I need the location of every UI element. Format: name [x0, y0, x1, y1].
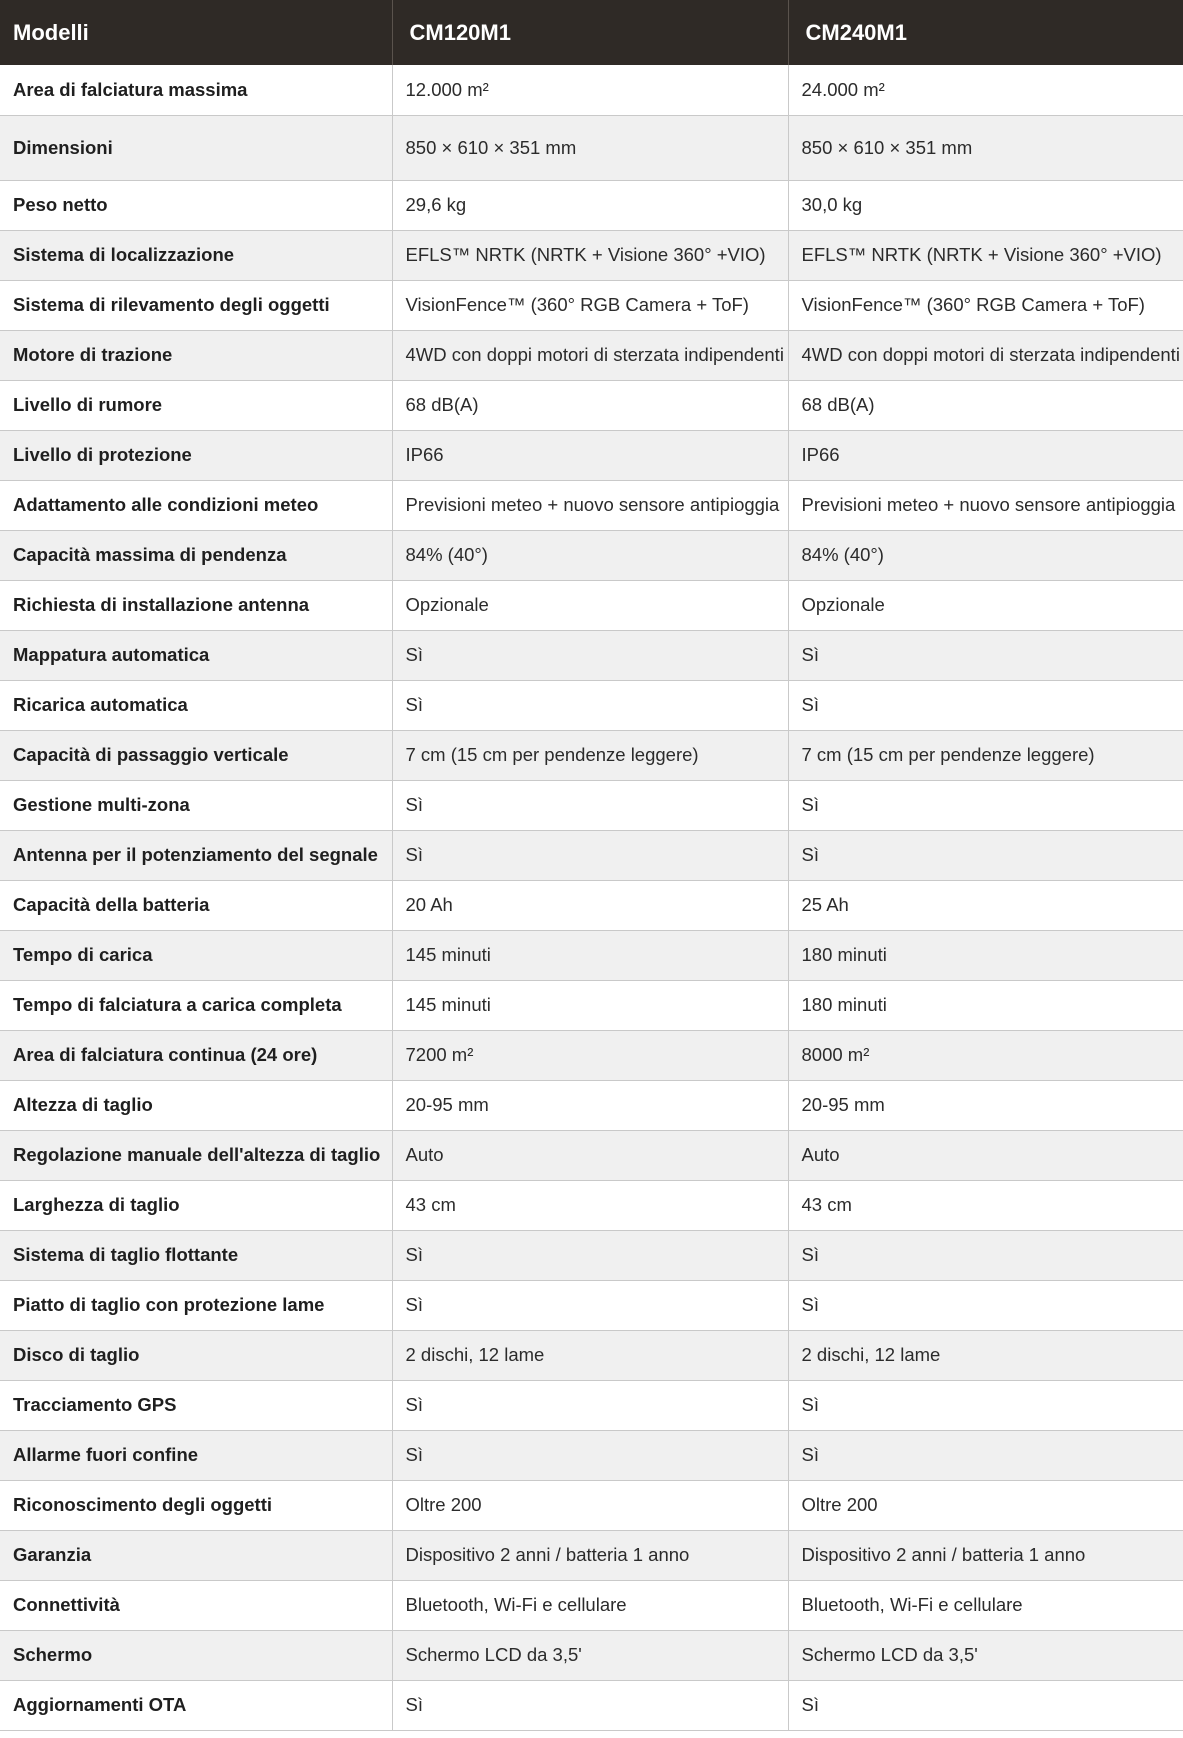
- spec-value-model-1: Opzionale: [392, 580, 788, 630]
- table-row: [0, 1530, 1183, 1580]
- spec-label: Ricarica automatica: [0, 680, 392, 730]
- spec-value-model-1: Sì: [392, 630, 788, 680]
- header-model-1: CM120M1: [392, 0, 788, 65]
- spec-value-model-1: Sì: [392, 1280, 788, 1330]
- table-row: [0, 1430, 1183, 1480]
- spec-label: Sistema di localizzazione: [0, 230, 392, 280]
- table-row: [0, 380, 1183, 430]
- table-row: [0, 730, 1183, 780]
- spec-label: Larghezza di taglio: [0, 1180, 392, 1230]
- table-row: [0, 1130, 1183, 1180]
- spec-value-model-2: Sì: [801, 1444, 819, 1465]
- spec-label: Schermo: [0, 1630, 392, 1680]
- spec-label: Motore di trazione: [0, 330, 392, 380]
- spec-value-model-2: Sì: [801, 1244, 819, 1265]
- spec-label: Connettività: [0, 1580, 392, 1630]
- table-row: [0, 1230, 1183, 1280]
- spec-value-model-2: EFLS™ NRTK (NRTK + Visione 360° +VIO): [801, 244, 1162, 265]
- spec-value-model-1: Sì: [392, 780, 788, 830]
- spec-value-model-1: EFLS™ NRTK (NRTK + Visione 360° +VIO): [392, 230, 788, 280]
- spec-label: Altezza di taglio: [0, 1080, 392, 1130]
- spec-value-model-2: Sì: [801, 1294, 819, 1315]
- table-row: [0, 280, 1183, 330]
- spec-label: Piatto di taglio con protezione lame: [0, 1280, 392, 1330]
- table-row: [0, 930, 1183, 980]
- spec-label: Area di falciatura continua (24 ore): [0, 1030, 392, 1080]
- spec-label: Tracciamento GPS: [0, 1380, 392, 1430]
- spec-label: Regolazione manuale dell'altezza di taglio: [0, 1130, 392, 1180]
- table-row: [0, 65, 1183, 115]
- spec-value-model-1: 7200 m²: [392, 1030, 788, 1080]
- table-row: [0, 1480, 1183, 1530]
- table-row: [0, 780, 1183, 830]
- spec-label: Dimensioni: [0, 115, 392, 180]
- spec-value-model-1: Sì: [392, 1680, 788, 1730]
- spec-value-model-1: 145 minuti: [392, 980, 788, 1030]
- spec-value-model-1: 4WD con doppi motori di sterzata indipendenti: [392, 330, 788, 380]
- spec-label: Capacità di passaggio verticale: [0, 730, 392, 780]
- spec-value-model-1: IP66: [392, 430, 788, 480]
- spec-value-model-2: Auto: [801, 1144, 840, 1165]
- table-row: [0, 1080, 1183, 1130]
- spec-value-model-2: Oltre 200: [801, 1494, 878, 1515]
- spec-value-model-2: 84% (40°): [801, 544, 884, 565]
- spec-value-model-2: Schermo LCD da 3,5': [801, 1644, 978, 1665]
- table-row: [0, 530, 1183, 580]
- spec-value-model-2: 850 × 610 × 351 mm: [801, 136, 973, 158]
- table-row: [0, 1180, 1183, 1230]
- spec-value-model-1: Bluetooth, Wi-Fi e cellulare: [392, 1580, 788, 1630]
- spec-label: Capacità della batteria: [0, 880, 392, 930]
- spec-value-model-2: Sì: [801, 644, 819, 665]
- spec-value-model-1: 29,6 kg: [392, 180, 788, 230]
- table-row: [0, 1030, 1183, 1080]
- spec-label: Disco di taglio: [0, 1330, 392, 1380]
- spec-value-model-2: 8000 m²: [801, 1044, 870, 1065]
- table-row: [0, 115, 1183, 180]
- spec-label: Allarme fuori confine: [0, 1430, 392, 1480]
- spec-value-model-1: Sì: [392, 1230, 788, 1280]
- spec-value-model-1: Sì: [392, 1430, 788, 1480]
- spec-value-model-1: 850 × 610 × 351 mm: [392, 115, 788, 180]
- spec-value-model-2: 180 minuti: [801, 994, 887, 1015]
- table-body: [0, 65, 1183, 1730]
- spec-label: Sistema di taglio flottante: [0, 1230, 392, 1280]
- spec-value-model-2: 4WD con doppi motori di sterzata indipendenti: [801, 344, 1180, 365]
- spec-value-model-1: 20-95 mm: [392, 1080, 788, 1130]
- table-row: [0, 180, 1183, 230]
- spec-value-model-1: Previsioni meteo + nuovo sensore antipioggia: [392, 480, 788, 530]
- spec-label: Riconoscimento degli oggetti: [0, 1480, 392, 1530]
- spec-label: Garanzia: [0, 1530, 392, 1580]
- spec-value-model-1: 68 dB(A): [392, 380, 788, 430]
- spec-value-model-1: Dispositivo 2 anni / batteria 1 anno: [392, 1530, 788, 1580]
- spec-value-model-2: Opzionale: [801, 594, 885, 615]
- spec-label: Capacità massima di pendenza: [0, 530, 392, 580]
- table-row: [0, 230, 1183, 280]
- spec-value-model-2: Sì: [801, 794, 819, 815]
- spec-value-model-1: 2 dischi, 12 lame: [392, 1330, 788, 1380]
- table-row: [0, 830, 1183, 880]
- table-header: [0, 0, 1183, 65]
- spec-value-model-2: 24.000 m²: [801, 78, 885, 100]
- table-row: [0, 1330, 1183, 1380]
- spec-value-model-2: VisionFence™ (360° RGB Camera + ToF): [801, 294, 1145, 315]
- spec-label: Tempo di carica: [0, 930, 392, 980]
- spec-value-model-2: 30,0 kg: [801, 194, 863, 215]
- spec-value-model-2: 180 minuti: [801, 944, 887, 965]
- table-row: [0, 1380, 1183, 1430]
- spec-label: Mappatura automatica: [0, 630, 392, 680]
- spec-value-model-2: 43 cm: [801, 1194, 852, 1215]
- table-row: [0, 980, 1183, 1030]
- spec-label: Sistema di rilevamento degli oggetti: [0, 280, 392, 330]
- spec-label: Area di falciatura massima: [0, 65, 392, 115]
- spec-value-model-2: 7 cm (15 cm per pendenze leggere): [801, 744, 1095, 765]
- spec-value-model-1: Sì: [392, 830, 788, 880]
- spec-value-model-1: Oltre 200: [392, 1480, 788, 1530]
- spec-value-model-2: Previsioni meteo + nuovo sensore antipioggia: [801, 494, 1176, 515]
- spec-value-model-2: Sì: [801, 1694, 819, 1715]
- spec-value-model-2: Sì: [801, 844, 819, 865]
- spec-value-model-1: Auto: [392, 1130, 788, 1180]
- spec-value-model-1: 43 cm: [392, 1180, 788, 1230]
- header-row: [0, 0, 1183, 65]
- spec-value-model-1: 84% (40°): [392, 530, 788, 580]
- spec-value-model-2: 68 dB(A): [801, 394, 875, 415]
- spec-value-model-1: Sì: [392, 1380, 788, 1430]
- spec-value-model-1: 20 Ah: [392, 880, 788, 930]
- spec-label: Gestione multi-zona: [0, 780, 392, 830]
- spec-value-model-1: Sì: [392, 680, 788, 730]
- spec-value-model-2: Sì: [801, 694, 819, 715]
- table-row: [0, 480, 1183, 530]
- spec-value-model-1: Schermo LCD da 3,5': [392, 1630, 788, 1680]
- spec-label: Livello di protezione: [0, 430, 392, 480]
- table-row: [0, 580, 1183, 630]
- spec-label: Livello di rumore: [0, 380, 392, 430]
- header-model-2: CM240M1: [805, 19, 907, 45]
- table-row: [0, 680, 1183, 730]
- table-row: [0, 330, 1183, 380]
- spec-value-model-2: Bluetooth, Wi-Fi e cellulare: [801, 1594, 1023, 1615]
- spec-value-model-2: Sì: [801, 1394, 819, 1415]
- spec-value-model-2: Dispositivo 2 anni / batteria 1 anno: [801, 1544, 1086, 1565]
- table-row: [0, 880, 1183, 930]
- spec-value-model-1: 7 cm (15 cm per pendenze leggere): [392, 730, 788, 780]
- table-row: [0, 630, 1183, 680]
- spec-label: Antenna per il potenziamento del segnale: [0, 830, 392, 880]
- spec-label: Tempo di falciatura a carica completa: [0, 980, 392, 1030]
- spec-value-model-1: 145 minuti: [392, 930, 788, 980]
- spec-value-model-2: 2 dischi, 12 lame: [801, 1344, 941, 1365]
- spec-label: Adattamento alle condizioni meteo: [0, 480, 392, 530]
- spec-value-model-1: 12.000 m²: [392, 65, 788, 115]
- table-row: [0, 1280, 1183, 1330]
- spec-label: Richiesta di installazione antenna: [0, 580, 392, 630]
- spec-value-model-1: VisionFence™ (360° RGB Camera + ToF): [392, 280, 788, 330]
- spec-label: Aggiornamenti OTA: [0, 1680, 392, 1730]
- table-row: [0, 1680, 1183, 1730]
- table-row: [0, 430, 1183, 480]
- spec-value-model-2: 20-95 mm: [801, 1094, 885, 1115]
- spec-value-model-2: 25 Ah: [801, 894, 849, 915]
- table-row: [0, 1580, 1183, 1630]
- table-row: [0, 1630, 1183, 1680]
- header-label-column: Modelli: [0, 0, 392, 65]
- spec-value-model-2: IP66: [801, 444, 840, 465]
- spec-label: Peso netto: [0, 180, 392, 230]
